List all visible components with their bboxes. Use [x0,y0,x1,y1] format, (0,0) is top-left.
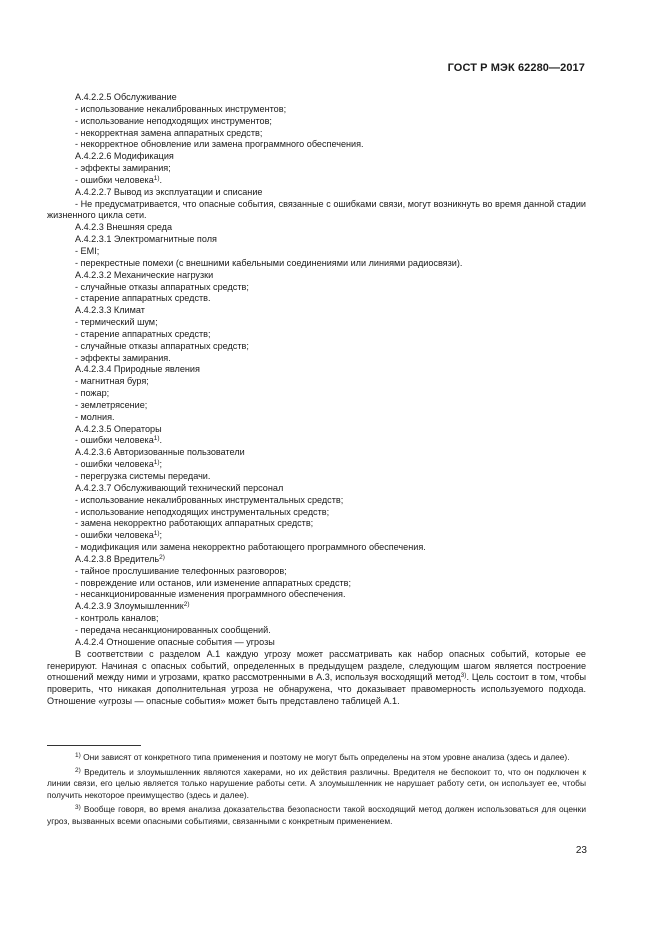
footnote-mark: 2) [75,766,81,774]
footnote-mark: 3) [75,804,81,811]
footnote [47,767,586,802]
footnote-ref: 1) [153,174,160,182]
footnote-ref: 1) [153,530,160,538]
list-item [47,530,586,542]
list-item: - использование некалиброванных инструментальных средств; [75,494,344,505]
list-item [47,459,586,471]
section-title-text: А.4.2.3.9 Злоумышленник [75,601,184,612]
section-title [47,601,586,613]
list-item: - старение аппаратных средств. [75,293,211,304]
footnote [47,752,586,764]
section-title: А.4.2.2.6 Модификация [75,151,174,162]
section-title-text: А.4.2.3.8 Вредитель [75,553,160,564]
list-item: - EMI; [75,245,100,256]
paragraph-text: В соответствии с разделом А.1 каждую угрозу может рассматривать как набор опасных событий, которые ее генерируют. Начиная с опасных событий, определенных в предыдущем разделе, следующим шагом является построение отношений между ними и угрозами, кратко рассмотренными в А.3, используя восходящий метод [47,648,586,683]
section-title: А.4.2.3 Внешняя среда [75,222,173,233]
list-item: - передача несанкционированных сообщений. [75,624,271,635]
section-title: А.4.2.3.6 Авторизованные пользователи [75,447,245,458]
list-item-text: - ошибки человека [75,435,154,446]
list-item [47,435,586,447]
punctuation: ; [159,459,163,470]
section-title: А.4.2.3.5 Операторы [75,423,162,434]
list-item-text: - ошибки человека [75,530,154,541]
footnote-ref: 2) [183,601,190,609]
list-item-text: - ошибки человека [75,459,154,470]
section-title [47,554,586,566]
list-item: - перегрузка системы передачи. [75,471,211,481]
list-item [47,175,586,187]
section-title: А.4.2.2.5 Обслуживание [75,92,177,102]
list-item: - использование неподходящих инструментальных средств; [75,506,330,517]
list-item: - старение аппаратных средств; [75,328,211,339]
list-item: - использование неподходящих инструментов; [75,115,272,126]
list-item: - контроль каналов; [75,613,159,624]
paragraph [47,649,586,708]
footnote [47,804,586,827]
list-item: - термический шум; [75,317,158,328]
document-body [47,92,586,708]
paragraph: - Не предусматривается, что опасные события, связанные с ошибками связи, могут возникнуть во время данной стадии жизненного цикла сети. [47,198,586,221]
document-header: ГОСТ Р МЭК 62280—2017 [447,62,585,74]
footnote-text: Они зависят от конкретного типа применения и поэтому не могут быть определены на этом уровне анализа (здесь и далее). [80,752,570,762]
footnote-ref: 1) [153,459,160,467]
punctuation: . [159,174,163,185]
footnote-mark: 1) [75,752,81,759]
list-item: - случайные отказы аппаратных средств; [75,281,249,292]
section-title: А.4.2.3.4 Природные явления [75,364,200,375]
section-title: А.4.2.4 Отношение опасные события — угрозы [75,636,275,647]
list-item: - модификация или замена некорректно работающего программного обеспечения. [75,542,426,553]
section-title: А.4.2.3.3 Климат [75,305,145,316]
list-item: - молния. [75,411,115,422]
list-item: - землетрясение; [75,399,148,410]
list-item: - эффекты замирания. [75,352,171,363]
section-title: А.4.2.3.2 Механические нагрузки [75,269,214,280]
footnotes [47,752,586,830]
footnote-ref: 2) [159,553,165,561]
footnote-text: Вообще говоря, во время анализа доказательства безопасности такой восходящий метод должен использоваться для оценки угроз, вызванных всеми опасными событиями, связанными с конкретным применением. [47,804,586,826]
paragraph-text: . Цель состоит в том, чтобы проверить, что никакая дополнительная угроза не обнаружена, что доказывает правомерность используемого подхода. Отношение «угрозы — опасные события» может быть представлено таблицей А.1. [47,672,587,707]
footnote-divider [47,745,141,746]
section-title: А.4.2.2.7 Вывод из эксплуатации и списание [75,186,263,197]
list-item: - использование некалиброванных инструментов; [75,103,287,114]
list-item: - несанкционированные изменения программного обеспечения. [75,589,346,600]
punctuation: ; [159,530,163,541]
page-number: 23 [575,845,587,856]
list-item: - перекрестные помехи (с внешними кабельными соединениями или линиями радиосвязи). [75,257,463,268]
list-item: - случайные отказы аппаратных средств; [75,340,249,351]
section-title: А.4.2.3.7 Обслуживающий технический персонал [75,482,284,493]
list-item: - замена некорректно работающих аппаратных средств; [75,518,314,529]
footnote-ref: 3) [460,672,467,680]
list-item-text: - ошибки человека [75,174,154,185]
list-item: - эффекты замирания; [75,163,171,174]
list-item: - повреждение или останов, или изменение аппаратных средств; [75,577,352,588]
list-item: - некорректное обновление или замена программного обеспечения. [75,139,364,150]
list-item: - магнитная буря; [75,376,149,387]
list-item: - некорректная замена аппаратных средств; [75,127,263,138]
footnote-text: Вредитель и злоумышленник являются хакерами, но их действия различны. Вредителя не беспокоит то, что он подключен к линии связи, его целью является только нарушение работы сети. А злоумышленник не нарушает работу сети, он использует ее, чтобы получить некоторое преимущество (здесь и далее). [47,766,586,800]
footnote-ref: 1) [153,435,160,443]
list-item: - тайное прослушивание телефонных разговоров; [75,565,287,576]
section-title: А.4.2.3.1 Электромагнитные поля [75,234,217,245]
list-item: - пожар; [75,388,110,399]
punctuation: . [159,435,163,446]
